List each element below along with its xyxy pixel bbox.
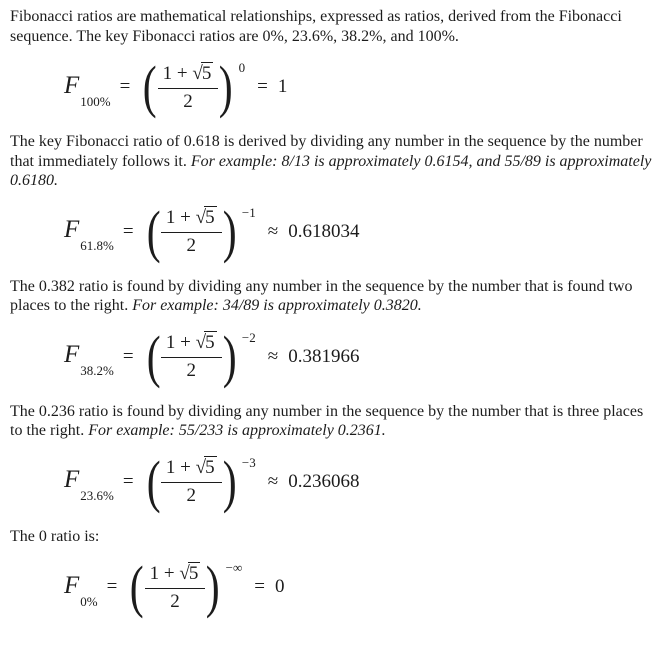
formula-result: 1 <box>277 76 288 97</box>
formula-variable: $F_{23.6\%}$ <box>64 466 114 503</box>
sqrt-radicand: 5 <box>201 62 212 84</box>
sqrt-icon: √ <box>179 562 189 584</box>
close-paren: ) <box>222 323 237 389</box>
close-paren: ) <box>206 554 220 619</box>
relation-sign: = <box>254 576 265 597</box>
sqrt-radicand: 5 <box>205 457 215 478</box>
open-paren: ( <box>146 323 161 389</box>
fraction-denominator: 2 <box>145 588 206 613</box>
relation-sign: ≈ <box>267 345 279 367</box>
relation-sign: = <box>257 76 268 97</box>
exponent: −∞ <box>225 560 243 575</box>
formula-subscript: 38.2% <box>80 363 114 378</box>
relation-sign: ≈ <box>267 220 279 242</box>
open-paren: ( <box>130 554 144 619</box>
sqrt-icon: √ <box>195 457 206 478</box>
sqrt-radicand: 5 <box>188 562 199 584</box>
equals-sign: = <box>122 470 134 492</box>
fraction-numerator: 1 + √5 <box>165 332 215 353</box>
paragraph-236-text: The 0.236 ratio is found by dividing any number in the sequence by the number that is three places to the right. <box>10 402 644 439</box>
paragraph-618 <box>10 132 653 191</box>
sqrt-icon: √ <box>192 62 202 84</box>
sqrt-icon: √ <box>195 207 206 228</box>
formula-0pct <box>10 556 653 618</box>
exponent: −2 <box>241 329 256 345</box>
fraction-numerator: 1 + √5 <box>165 207 215 228</box>
formula-618pct <box>10 198 653 264</box>
open-paren: ( <box>146 198 161 264</box>
relation-sign: ≈ <box>267 470 279 492</box>
equals-sign: = <box>122 220 134 242</box>
paragraph-618-italic: For example: 8/13 is approximately 0.6154, and 55/89 is approximately 0.6180. <box>10 152 652 189</box>
fraction <box>161 331 222 382</box>
sqrt-icon: √ <box>195 332 206 353</box>
fraction <box>145 562 206 613</box>
fraction-denominator: 2 <box>161 232 222 257</box>
open-paren: ( <box>143 54 157 119</box>
close-paren: ) <box>222 198 237 264</box>
formula-100pct <box>10 56 653 118</box>
formula-subscript: 0% <box>80 593 98 609</box>
formula-382pct <box>10 323 653 389</box>
paragraph-intro-text: Fibonacci ratios are mathematical relationships, expressed as ratios, derived from the Fibonacci sequence. The key Fibonacci ratios are 0%, 23.6%, 38.2%, and 100%. <box>10 8 622 45</box>
formula-result: 0.618034 <box>288 220 360 242</box>
paragraph-382 <box>10 277 653 316</box>
paragraph-236 <box>10 402 653 441</box>
exponent: −1 <box>241 204 256 220</box>
sqrt-radicand: 5 <box>205 332 215 353</box>
paragraph-0 <box>10 527 653 547</box>
formula-variable: $F_{38.2\%}$ <box>64 341 114 378</box>
formula-236pct <box>10 448 653 514</box>
fraction-numerator: 1 + √5 <box>165 457 215 478</box>
exponent: 0 <box>238 60 246 75</box>
formula-variable: $F_{0\%}$ <box>64 571 98 609</box>
fraction <box>158 62 219 113</box>
formula-variable: $F_{100\%}$ <box>64 71 111 109</box>
formula-result: 0.236068 <box>288 470 360 492</box>
formula-variable: $F_{61.8\%}$ <box>64 216 114 253</box>
formula-subscript: 100% <box>80 93 111 109</box>
paragraph-382-italic: For example: 34/89 is approximately 0.3820. <box>132 297 422 314</box>
equals-sign: = <box>119 76 131 97</box>
fraction-denominator: 2 <box>158 88 219 113</box>
formula-subscript: 23.6% <box>80 488 114 503</box>
paragraph-0-text: The 0 ratio is: <box>10 527 100 545</box>
sqrt-radicand: 5 <box>205 207 215 228</box>
formula-result: 0 <box>274 576 285 597</box>
formula-result: 0.381966 <box>288 345 360 367</box>
fraction-numerator: 1 + √5 <box>149 562 199 584</box>
fraction-numerator: 1 + √5 <box>162 62 212 84</box>
equals-sign: = <box>106 576 118 597</box>
fraction-denominator: 2 <box>161 482 222 507</box>
close-paren: ) <box>222 448 237 514</box>
paragraph-236-italic: For example: 55/233 is approximately 0.2361. <box>88 422 386 439</box>
paragraph-618-text: The key Fibonacci ratio of 0.618 is derived by dividing any number in the sequence by the number that immediately follows it. <box>10 133 643 170</box>
close-paren: ) <box>219 54 233 119</box>
fraction-denominator: 2 <box>161 357 222 382</box>
fraction <box>161 206 222 257</box>
exponent: −3 <box>241 454 256 470</box>
equals-sign: = <box>122 345 134 367</box>
paragraph-intro <box>10 7 653 46</box>
paragraph-382-text: The 0.382 ratio is found by dividing any number in the sequence by the number that is found two places to the right. <box>10 277 633 314</box>
open-paren: ( <box>146 448 161 514</box>
formula-subscript: 61.8% <box>80 238 114 253</box>
fraction <box>161 456 222 507</box>
